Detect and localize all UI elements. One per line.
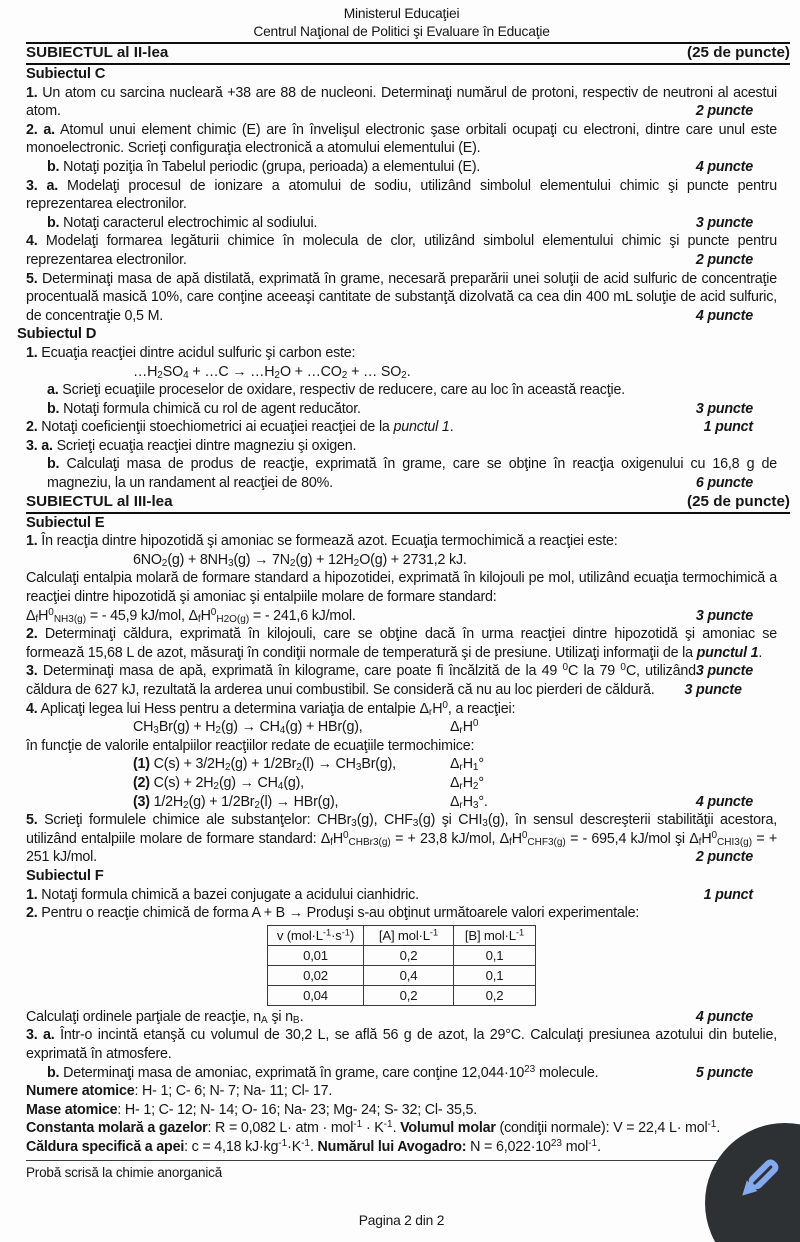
task-text: 4. Aplicaţi legea lui Hess pentru a determina variaţia de entalpie $\Delta_rH^0$, a reacţiei:: [26, 699, 516, 718]
task-text: 2. Notaţi coeficienţii stoechiometrici ai ecuaţiei reacţiei de la punctul 1.: [26, 419, 454, 436]
table-row: [268, 985, 536, 1005]
table-cell: 0,1: [454, 945, 536, 965]
task-text: 3. a. Într-o incintă etanşă cu volumul de 30,2 L, se află 56 g de azot, la 29°C. Calculaţi presiunea azotului din butelie, exprimată în atmosfere.: [26, 1027, 777, 1062]
task-text: 3. a. Modelaţi procesul de ionizare a atomului de sodiu, utilizând simbolul elementului chimic şi puncte pentru reprezentarea electronilor.: [26, 177, 777, 213]
subject-f-heading: Subiectul F: [26, 867, 104, 884]
task-text: 5. Determinaţi masa de apă distilată, exprimată în grame, necesară preparării unei soluţii de acid sulfuric de concentraţie procentuală masică 10%, care conţine aceeaşi cantitate de substanţă dizolvată ca cea din 400 mL soluţie de acid sulfuric, de concentraţie 0,5 M.: [26, 270, 777, 324]
task-text: Calculaţi entalpia molară de formare standard a hipozotidei, exprimată în kilojouli pe mol, utilizând ecuaţia termochimică a reacţiei dintre hipozotidă şi amoniac şi entalpiile molare de formare standard:: [26, 570, 777, 606]
section-bar-points: (25 de puncte): [687, 492, 790, 510]
task-e1: [26, 532, 777, 551]
national-center-title: Centrul Naţional de Politici şi Evaluare în Educaţie: [253, 23, 550, 39]
task-text: a. Scrieţi ecuaţiile proceselor de oxidare, respectiv de reducere, care au loc în această reacţie.: [47, 382, 626, 399]
atomic-numbers-line: [26, 1082, 777, 1101]
points-label: 3 puncte: [695, 214, 753, 231]
points-label: 3 puncte: [695, 400, 753, 417]
table-header-row: [268, 925, 536, 945]
equation-d1: [26, 363, 777, 382]
equation-text: $CH_3Br(g) + H_2(g) \to CH_4(g) + HBr(g)$,: [133, 719, 363, 737]
enthalpy-symbol: $\Delta_rH_3^\circ$.: [450, 793, 488, 811]
page-number: Pagina 2 din 2: [358, 1213, 445, 1229]
task-f2-continuation: [26, 1008, 777, 1027]
atomic-masses-line: [26, 1101, 777, 1120]
task-e5: [26, 811, 777, 867]
points-label: 4 puncte: [695, 793, 753, 810]
points-label: 1 punct: [703, 886, 753, 903]
task-text: în funcţie de valorile entalpiilor reacţiilor redate de ecuaţiile termochimice:: [26, 737, 475, 754]
task-text: 2. Pentru o reacţie chimică de forma A + B → Produşi s-au obţinut următoarele valori experimentale:: [26, 905, 640, 922]
table-cell: 0,04: [268, 985, 364, 1005]
points-label: 3 puncte: [695, 663, 753, 680]
table-header-conc-a: [A] $mol\cdot L^{-1}$: [364, 925, 454, 945]
table-header-conc-b: [B] $mol\cdot L^{-1}$: [454, 925, 536, 945]
section-bar-subject-2: [26, 42, 790, 65]
task-text: b. Determinaţi masa de amoniac, exprimată în grame, care conţine $12,044\cdot 10^{23}$ molecule.: [47, 1063, 599, 1081]
table-row: [268, 965, 536, 985]
table-cell: 0,02: [268, 965, 364, 985]
points-label: 2 puncte: [695, 849, 753, 866]
enthalpy-symbol: $\Delta_rH^0$: [450, 718, 479, 737]
equation-e4-3: [26, 793, 777, 812]
specific-heat-line: [26, 1138, 777, 1157]
points-label: 3 puncte: [684, 682, 742, 698]
task-c5: [26, 270, 777, 326]
task-text: 2. a. Atomul unui element chimic (E) are în învelişul electronic şase orbitali ocupaţi cu electroni, dintre care unul este monoelectronic. Scrieţi configuraţia electronică a atomului elementului (E).: [26, 121, 777, 157]
task-text: b. Notaţi formula chimică cu rol de agent reducător.: [47, 400, 361, 417]
task-f3a: [26, 1026, 777, 1063]
subject-e-heading: Subiectul E: [26, 514, 105, 531]
equation-e4-1: [26, 755, 777, 774]
enthalpy-symbol: $\Delta_rH_1^\circ$: [450, 756, 484, 774]
task-text: Calculaţi ordinele parţiale de reacţie, $n_A$ şi $n_B$.: [26, 1008, 304, 1026]
task-e1-enthalpy-values: [26, 607, 777, 626]
kinetics-table: [267, 925, 536, 1006]
equation-text: (3) $1/2H_2(g) + 1/2Br_2(l) \to HBr(g)$,: [133, 793, 339, 811]
subject-c-heading: Subiectul C: [26, 66, 106, 82]
points-label: 3 puncte: [695, 607, 753, 624]
equation-e1: [26, 551, 777, 570]
points-label: 2 puncte: [695, 103, 753, 120]
points-label: 4 puncte: [695, 158, 753, 175]
equation-text: $6NO_2(g) + 8NH_3(g) \to 7N_2(g) + 12H_2O(g) + 2731,2$ kJ.: [133, 551, 467, 570]
task-c4: [26, 232, 777, 269]
task-text: 1. În reacţia dintre hipozotidă şi amoniac se formează azot. Ecuaţia termochimică a reacţiei este:: [26, 533, 618, 550]
equation-e4-target: [26, 718, 777, 737]
section-bar-title: SUBIECTUL al II-lea: [26, 44, 169, 61]
task-c2b: [26, 158, 777, 177]
task-text: 1. Ecuaţia reacţiei dintre acidul sulfuric şi carbon este:: [26, 344, 356, 361]
points-label: 4 puncte: [695, 307, 753, 324]
task-f3b: [26, 1064, 777, 1083]
task-e4-continuation: [26, 737, 777, 756]
task-text: b. Notaţi caracterul electrochimic al sodiului.: [47, 214, 318, 231]
task-d3a: [26, 437, 777, 456]
table-header-rate: v $(mol\cdot L^{-1}\cdot s^{-1})$: [268, 925, 364, 945]
table-cell: 0,2: [364, 985, 454, 1005]
task-text: 4. Modelaţi formarea legăturii chimice în molecula de clor, utilizând simbolul elementului chimic şi puncte pentru reprezentarea electronilor.: [26, 233, 777, 268]
task-text: 5. Scrieţi formulele chimice ale substanţelor: CHBr$_3$(g), $CHF_3(g)$ şi $CHI_3(g)$, în sensul descreşterii stabilităţii acestora, utilizând entalpiile molare de formare standard: $\Delta_fH^0_{CHBr3(g)}$ = + 23,8 kJ/mol, $\Delta_fH^0_{CHF3(g)}$ = - 695,4 kJ/mol şi $\Delta_fH^0_{CHI3(g)}$ = + 251 kJ/mol.: [26, 812, 778, 866]
constants-text: Numere atomice: H- 1; C- 6; N- 7; Na- 11; Cl- 17.: [26, 1083, 333, 1100]
footer-divider: [26, 1160, 790, 1161]
task-d1a: [26, 381, 777, 400]
equation-e4-2: [26, 774, 777, 793]
task-c2a: [26, 121, 777, 158]
gas-constant-line: [26, 1119, 777, 1138]
table-cell: 0,4: [364, 965, 454, 985]
task-text: 2. Determinaţi căldura, exprimată în kilojouli, care se obţine dacă în urma reacţiei dintre hipozotidă şi amoniac se formează 15,68 L de azot, măsuraţi în condiţii normale de temperatură şi de presiune. Utilizaţi informaţii de la punctul 1.: [26, 626, 777, 661]
table-cell: 0,2: [364, 945, 454, 965]
section-bar-points: (25 de puncte): [687, 44, 790, 61]
constants-text: Mase atomice: H- 1; C- 12; N- 14; O- 16; Na- 23; Mg- 24; S- 32; Cl- 35,5.: [26, 1101, 478, 1118]
equation-text: (2) $C(s) + 2H_2(g) \to CH_4(g)$,: [133, 774, 304, 793]
task-d1b: [26, 400, 777, 419]
task-text: 3. a. Scrieţi ecuaţia reacţiei dintre magneziu şi oxigen.: [26, 437, 357, 454]
table-cell: 0,01: [268, 945, 364, 965]
task-text: b. Notaţi poziţia în Tabelul periodic (grupa, perioada) a elementului (E).: [47, 158, 481, 175]
constants-text: Căldura specifică a apei: c = 4,18 $kJ\cdot kg^{-1}\cdot K^{-1}$. Numărul lui Avogadro: $N = 6,022\cdot 10^{23}$ mol$^{-1}$.: [26, 1137, 601, 1155]
section-bar-title: SUBIECTUL al III-lea: [26, 492, 173, 510]
task-d2: [26, 418, 777, 437]
task-text: 1. Un atom cu sarcina nucleară +38 are 88 de nucleoni. Determinaţi numărul de protoni, respectiv de neutroni al acestui atom.: [26, 84, 777, 120]
ministry-title: Ministerul Educaţiei: [343, 6, 460, 21]
points-label: 6 puncte: [695, 475, 753, 492]
equation-text: $\dots H_2SO_4$ + …C → $\dots H_2O$ + $\dots CO_2$ + … $SO_2$.: [133, 363, 411, 381]
task-text: 1. Notaţi formula chimică a bazei conjugate a acidului cianhidric.: [26, 886, 419, 903]
task-text: $\Delta_fH^0_{NH3(g)}$ = - 45,9 kJ/mol, $\Delta_fH^0_{H2O(g)}$ = - 241,6 kJ/mol.: [26, 606, 356, 625]
table-row: [268, 945, 536, 965]
task-c3b: [26, 214, 777, 233]
task-e1-continuation: [26, 569, 777, 606]
points-label: 5 puncte: [695, 1064, 753, 1081]
footer-note: Probă scrisă la chimie anorganică: [26, 1165, 222, 1181]
table-cell: 0,1: [454, 965, 536, 985]
table-cell: 0,2: [454, 985, 536, 1005]
task-d1: [26, 344, 777, 363]
constants-text: Constanta molară a gazelor: R = 0,082 L· atm · $mol^{-1} \cdot K^{-1}$. Volumul molar (condiţii normale): V = 22,4 L· mol$^{-1}$.: [26, 1119, 721, 1137]
task-e3: [26, 662, 777, 699]
task-f1: [26, 886, 777, 905]
task-c1: [26, 84, 777, 121]
subject-d-heading: Subiectul D: [17, 326, 97, 343]
task-e4: [26, 700, 777, 719]
task-c3a: [26, 177, 777, 214]
section-bar-subject-3: [26, 493, 790, 514]
enthalpy-symbol: $\Delta_rH_2^\circ$: [450, 774, 484, 793]
pencil-icon: [731, 1153, 787, 1209]
points-label: 4 puncte: [695, 1008, 753, 1025]
points-label: 1 punct: [703, 419, 753, 436]
equation-text: (1) $C(s) + 3/2H_2(g) + 1/2Br_2(l) \to CH_3Br(g)$,: [133, 756, 396, 774]
task-f2: [26, 904, 777, 923]
points-label: 2 puncte: [695, 251, 753, 268]
task-d3b: [26, 455, 777, 492]
task-text: 3. Determinaţi masa de apă, exprimată în kilograme, care poate fi încălzită de la 49 $^0$C la 79 $^0$C, utilizând căldura de 627 kJ, rezultată la arderea unui combustibil. Se consideră că nu au loc pierderi de căldură.: [26, 662, 696, 698]
task-text: b. Calculaţi masa de produs de reacţie, exprimată în grame, care se obţine în reacţia oxigenului cu 16,8 g de magneziu, la un randament al reacţiei de 80%.: [47, 456, 777, 492]
